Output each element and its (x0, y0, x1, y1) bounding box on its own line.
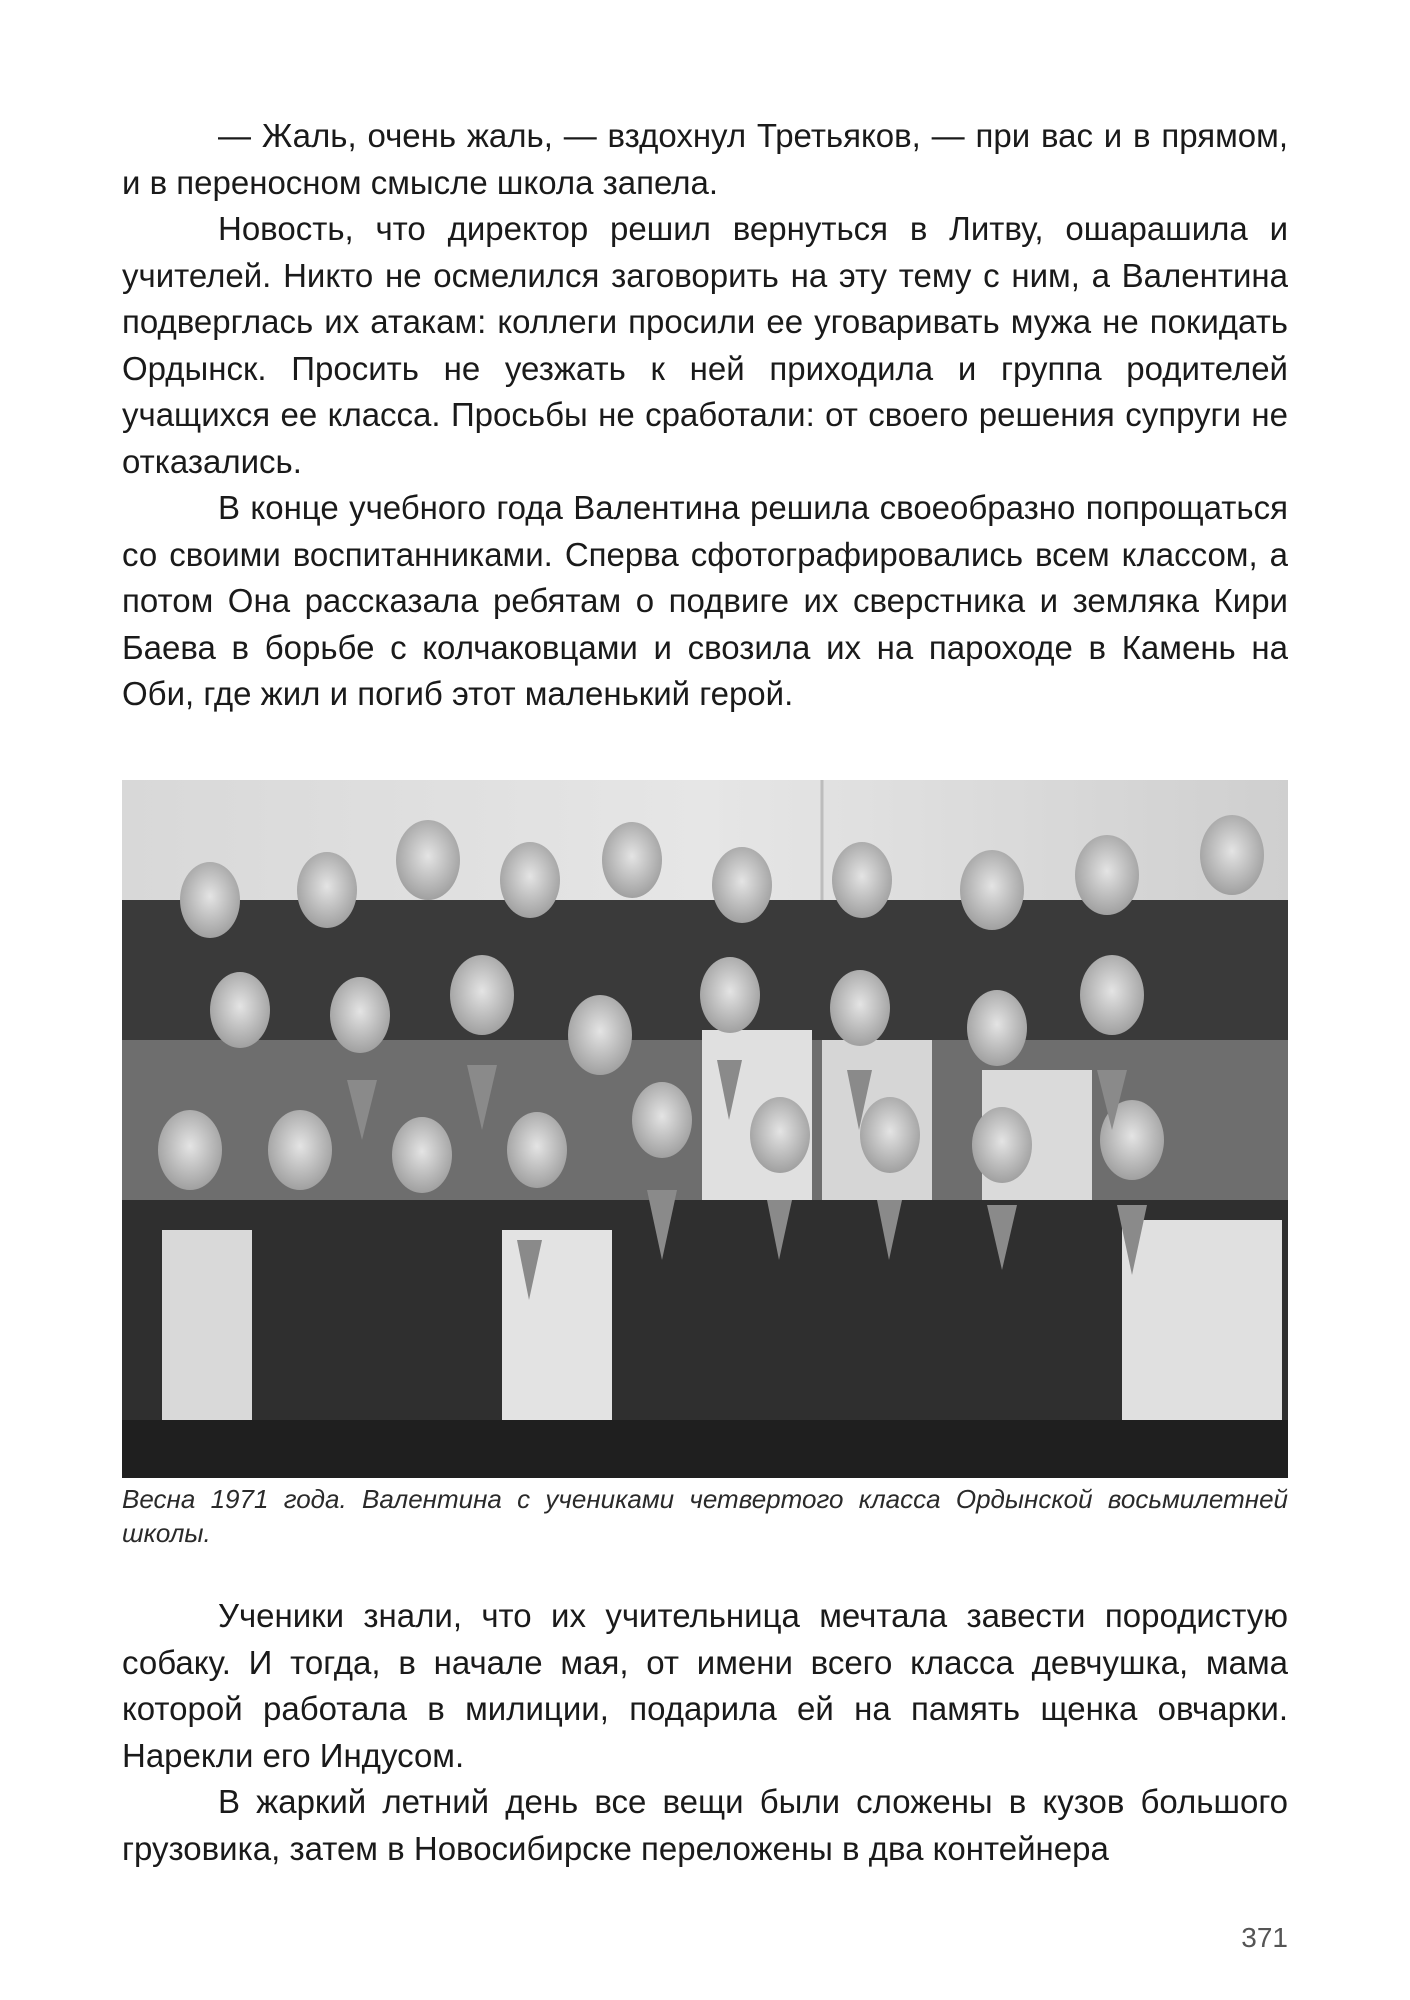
paragraph: — Жаль, очень жаль, — вздохнул Третьяков, — при вас и в прямом, и в переносном смысле школа запела. (122, 117, 1288, 201)
page-number: 371 (1241, 1922, 1288, 1953)
paragraph: В жаркий летний день все вещи были сложены в кузов большого грузовика, затем в Новосибирске переложены в два контейнера (122, 1783, 1288, 1867)
paragraph: Новость, что директор решил вернуться в Литву, ошарашила и учителей. Никто не осмелился заговорить на эту тему с ним, а Валентина подверглась их атакам: коллеги просили ее уговаривать мужа не покидать Ордынск. Просить не уезжать к ней приходила и группа родителей учащихся ее класса. Просьбы не сработали: от своего решения супруги не отказались. (122, 210, 1288, 480)
text-block-top (122, 113, 1288, 718)
paragraph: Ученики знали, что их учительница мечтала завести породистую собаку. И тогда, в начале мая, от имени всего класса девчушка, мама которой работала в милиции, подарила ей на память щенка овчарки. Нарекли его Индусом. (122, 1597, 1288, 1774)
text-block-bottom (122, 1593, 1288, 1872)
photo-caption: Весна 1971 года. Валентина с учениками четвертого класса Ордынской восьмилетней школы. (122, 1484, 1288, 1548)
class-photo (122, 780, 1288, 1478)
class-photo-image (122, 780, 1288, 1478)
paragraph: В конце учебного года Валентина решила своеобразно попрощаться со своими воспитанниками. Сперва сфотографировались всем классом, а потом Она рассказала ребятам о подвиге их сверстника и земляка Кири Баева в борьбе с колчаковцами и свозила их на пароходе в Камень на Оби, где жил и погиб этот маленький герой. (122, 489, 1288, 712)
